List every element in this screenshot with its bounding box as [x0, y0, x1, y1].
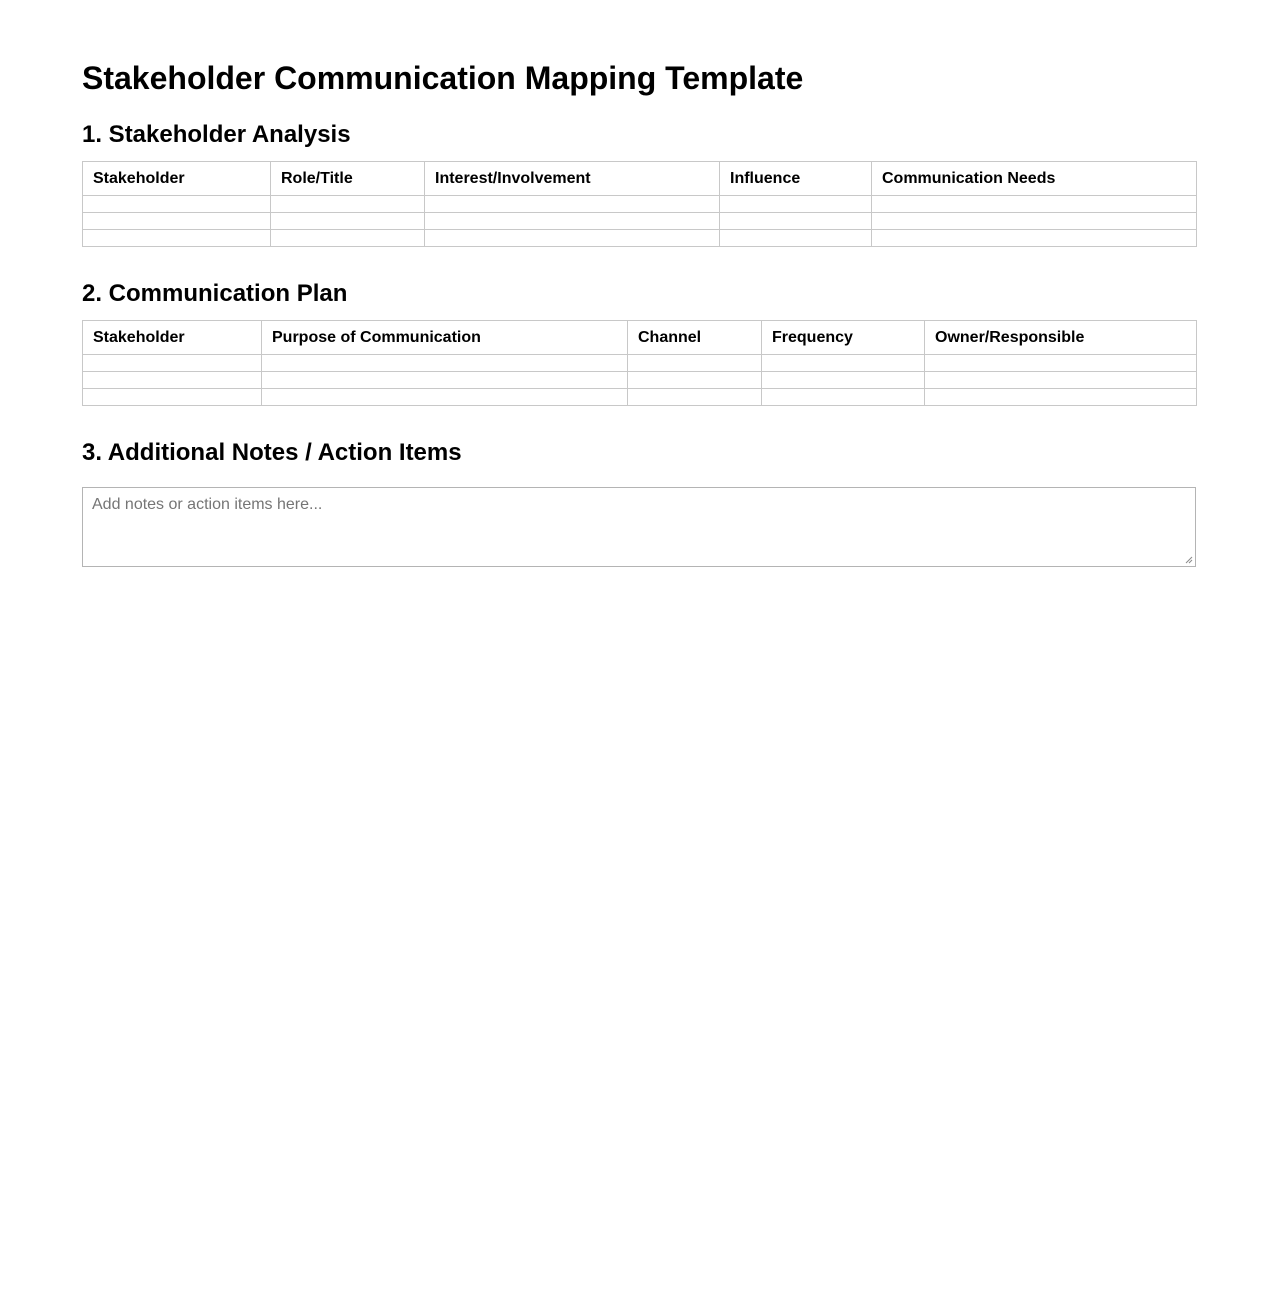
table-cell[interactable]	[628, 355, 762, 372]
column-header-communication-needs: Communication Needs	[872, 162, 1197, 196]
section-heading-communication-plan: 2. Communication Plan	[82, 280, 348, 307]
table-cell[interactable]	[83, 196, 271, 213]
table-row	[83, 230, 1197, 247]
table-cell[interactable]	[720, 213, 872, 230]
table-cell[interactable]	[425, 230, 720, 247]
table-cell[interactable]	[262, 389, 628, 406]
stakeholder-analysis-table	[82, 161, 1197, 247]
table-row	[83, 355, 1197, 372]
table-cell[interactable]	[762, 372, 925, 389]
page-title: Stakeholder Communication Mapping Template	[82, 60, 804, 96]
section-heading-stakeholder-analysis: 1. Stakeholder Analysis	[82, 121, 351, 148]
column-header-channel: Channel	[628, 321, 762, 355]
table-cell[interactable]	[872, 230, 1197, 247]
resize-grip-icon[interactable]	[1185, 556, 1193, 564]
table-cell[interactable]	[83, 389, 262, 406]
table-row	[83, 196, 1197, 213]
column-header-role-title: Role/Title	[271, 162, 425, 196]
table-cell[interactable]	[872, 213, 1197, 230]
table-cell[interactable]	[271, 213, 425, 230]
table-cell[interactable]	[83, 230, 271, 247]
table-cell[interactable]	[628, 389, 762, 406]
table-cell[interactable]	[872, 196, 1197, 213]
table-cell[interactable]	[720, 196, 872, 213]
table-cell[interactable]	[762, 389, 925, 406]
table-cell[interactable]	[271, 196, 425, 213]
notes-placeholder: Add notes or action items here...	[92, 496, 323, 513]
communication-plan-table	[82, 320, 1197, 406]
table-cell[interactable]	[83, 355, 262, 372]
column-header-influence: Influence	[720, 162, 872, 196]
table-cell[interactable]	[83, 372, 262, 389]
table-row	[83, 372, 1197, 389]
table-cell[interactable]	[720, 230, 872, 247]
column-header-frequency: Frequency	[762, 321, 925, 355]
table-header-row	[83, 321, 1197, 355]
table-cell[interactable]	[425, 213, 720, 230]
column-header-owner-responsible: Owner/Responsible	[925, 321, 1197, 355]
table-row	[83, 389, 1197, 406]
table-cell[interactable]	[925, 389, 1197, 406]
column-header-stakeholder: Stakeholder	[83, 321, 262, 355]
column-header-purpose-of-communication: Purpose of Communication	[262, 321, 628, 355]
notes-textarea[interactable]	[82, 487, 1196, 567]
table-cell[interactable]	[925, 372, 1197, 389]
column-header-stakeholder: Stakeholder	[83, 162, 271, 196]
section-heading-additional-notes: 3. Additional Notes / Action Items	[82, 439, 462, 466]
table-header-row	[83, 162, 1197, 196]
table-cell[interactable]	[628, 372, 762, 389]
table-cell[interactable]	[262, 355, 628, 372]
column-header-interest-involvement: Interest/Involvement	[425, 162, 720, 196]
table-cell[interactable]	[271, 230, 425, 247]
table-cell[interactable]	[83, 213, 271, 230]
table-cell[interactable]	[262, 372, 628, 389]
table-row	[83, 213, 1197, 230]
table-cell[interactable]	[425, 196, 720, 213]
table-cell[interactable]	[925, 355, 1197, 372]
table-cell[interactable]	[762, 355, 925, 372]
